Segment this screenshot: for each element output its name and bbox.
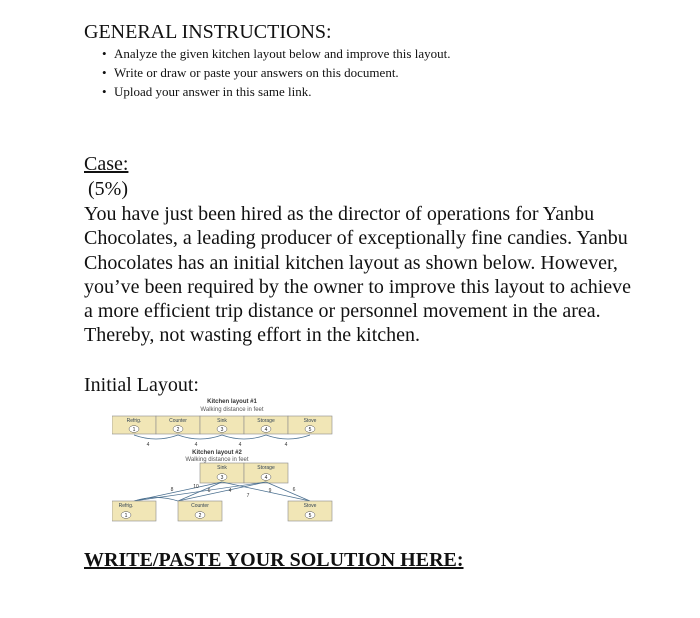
layout1-walk-arcs bbox=[134, 435, 310, 439]
station-storage bbox=[244, 463, 288, 483]
station-label: Refrig. bbox=[118, 503, 134, 509]
station-number: 2 bbox=[176, 427, 180, 433]
instruction-text: Write or draw or paste your answers on this document. bbox=[114, 65, 399, 80]
layout2-title: Kitchen layout #2 bbox=[192, 450, 242, 456]
distance-label: 7 bbox=[246, 493, 250, 499]
station-counter bbox=[156, 416, 200, 434]
layout2-subtitle: Walking distance in feet bbox=[185, 457, 249, 463]
bullet-icon: • bbox=[102, 84, 107, 99]
station-sink bbox=[200, 463, 244, 483]
instruction-text: Upload your answer in this same link. bbox=[114, 84, 312, 99]
station-number: 5 bbox=[308, 513, 312, 519]
station-stove bbox=[288, 501, 332, 521]
case-weight: (5%) bbox=[88, 178, 128, 200]
instructions-heading: GENERAL INSTRUCTIONS: bbox=[84, 21, 332, 43]
answer-prompt: WRITE/PASTE YOUR SOLUTION HERE: bbox=[84, 549, 464, 571]
station-refrig bbox=[112, 416, 156, 434]
instruction-text: Analyze the given kitchen layout below and improve this layout. bbox=[114, 46, 451, 61]
distance-label: 4 bbox=[228, 488, 232, 494]
station-label: Storage bbox=[257, 418, 275, 424]
station-number: 4 bbox=[264, 475, 268, 481]
station-label: Stove bbox=[303, 503, 317, 509]
station-number: 3 bbox=[220, 475, 224, 481]
station-storage bbox=[244, 416, 288, 434]
layout1-title: Kitchen layout #1 bbox=[207, 399, 257, 405]
case-title: Case: bbox=[84, 153, 129, 175]
distance-label: 6 bbox=[292, 487, 296, 493]
layout2-bottom-stations bbox=[112, 501, 332, 521]
station-refrig bbox=[112, 501, 156, 521]
bullet-icon: • bbox=[102, 65, 107, 80]
distance-label: 4 bbox=[194, 442, 198, 448]
layout2-walk-lines bbox=[134, 482, 310, 501]
kitchen-layout-figure bbox=[112, 398, 352, 522]
layout1-subtitle: Walking distance in feet bbox=[200, 407, 264, 413]
station-number: 2 bbox=[198, 513, 202, 519]
distance-label: 4 bbox=[146, 442, 150, 448]
station-label: Refrig. bbox=[126, 418, 142, 424]
station-stove bbox=[288, 416, 332, 434]
instruction-item bbox=[102, 44, 450, 63]
distance-label: 4 bbox=[238, 442, 242, 448]
instruction-item bbox=[102, 82, 450, 101]
layout1-stations bbox=[112, 416, 332, 434]
distance-label: 4 bbox=[284, 442, 288, 448]
station-label: Sink bbox=[217, 418, 227, 424]
instructions-list bbox=[102, 44, 450, 101]
distance-label: 6 bbox=[207, 488, 211, 494]
station-number: 1 bbox=[124, 513, 128, 519]
case-body: You have just been hired as the director of operations for Yanbu Chocolates, a leading producer of exceptionally fine candies. Yanbu Chocolates has an initial kitchen layout as shown below. However, you’ve been required by the owner to improve this layout to achieve a more efficient trip distance or personnel movement in the area. Thereby, not wasting effort in the kitchen. bbox=[84, 203, 632, 347]
layout2-top-stations bbox=[200, 463, 288, 483]
distance-label: 9 bbox=[268, 488, 272, 494]
distance-label: 8 bbox=[170, 487, 174, 493]
distance-label: 10 bbox=[193, 484, 199, 490]
station-number: 5 bbox=[308, 427, 312, 433]
instruction-item bbox=[102, 63, 450, 82]
station-label: Counter bbox=[191, 503, 209, 509]
station-number: 1 bbox=[132, 427, 136, 433]
station-number: 3 bbox=[220, 427, 224, 433]
initial-layout-label: Initial Layout: bbox=[84, 374, 199, 396]
bullet-icon: • bbox=[102, 46, 107, 61]
station-number: 4 bbox=[264, 427, 268, 433]
station-label: Sink bbox=[217, 465, 227, 471]
station-label: Stove bbox=[303, 418, 317, 424]
station-label: Counter bbox=[169, 418, 187, 424]
station-sink bbox=[200, 416, 244, 434]
station-counter bbox=[178, 501, 222, 521]
station-label: Storage bbox=[257, 465, 275, 471]
